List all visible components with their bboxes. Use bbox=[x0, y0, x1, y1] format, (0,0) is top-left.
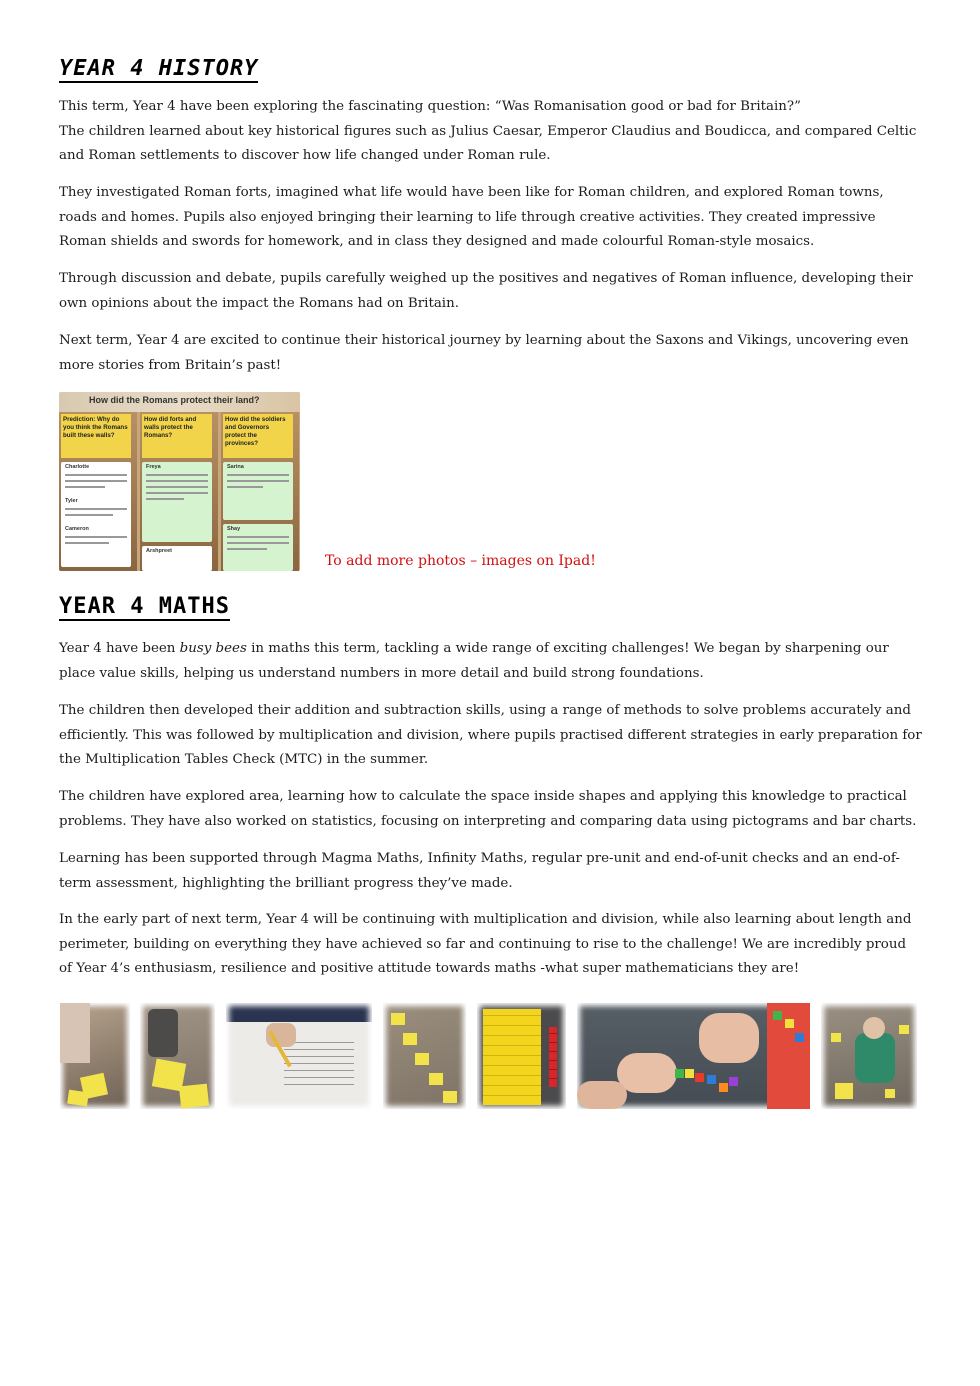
padlet-title: How did the Romans protect their land? bbox=[89, 395, 260, 405]
padlet-card-name: Arshpreet bbox=[146, 548, 172, 554]
history-paragraph-4: Next term, Year 4 are excited to continue their historical journey by learning about the Saxons and Vikings, uncovering even more stories from Britain’s past! bbox=[59, 333, 909, 373]
padlet-card bbox=[142, 546, 212, 571]
maths-heading: YEAR 4 MATHS bbox=[59, 594, 230, 619]
history-paragraph-1 bbox=[59, 95, 923, 169]
maths-photo-6 bbox=[577, 1003, 810, 1109]
padlet-column-2 bbox=[140, 412, 218, 571]
maths-photo-3 bbox=[226, 1003, 372, 1109]
padlet-column-3 bbox=[221, 412, 299, 571]
maths-p1-start: Year 4 have been bbox=[59, 641, 180, 656]
maths-p1-end: in maths this term, tackling a wide range of exciting challenges! We began by sharpening our place value skills, helping us understand numbers in more detail and build strong foundations. bbox=[59, 641, 889, 681]
padlet-card-name: Shay bbox=[227, 526, 241, 532]
maths-paragraph-3: The children have explored area, learning how to calculate the space inside shapes and applying this knowledge to practical problems. They have also worked on statistics, focusing on interpreting and comparing data using pictograms and bar charts. bbox=[59, 789, 917, 829]
add-photos-note: To add more photos – images on Ipad! bbox=[325, 553, 596, 569]
padlet-card-name: Charlotte bbox=[65, 464, 90, 470]
history-heading: YEAR 4 HISTORY bbox=[59, 56, 259, 81]
padlet-question-1: Prediction: Why do you think the Romans built these walls? bbox=[61, 414, 131, 458]
maths-photo-1 bbox=[60, 1003, 130, 1109]
padlet-screenshot bbox=[59, 392, 300, 571]
padlet-card-name: Cameron bbox=[65, 526, 89, 532]
maths-paragraph-4: Learning has been supported through Magma Maths, Infinity Maths, regular pre-unit and end-of-unit checks and an end-of-term assessment, highlighting the brilliant progress they’ve made. bbox=[59, 851, 900, 891]
padlet-card bbox=[61, 462, 131, 567]
padlet-question-2: How did forts and walls protect the Romans? bbox=[142, 414, 212, 458]
maths-paragraph-1 bbox=[59, 637, 923, 686]
maths-photo-2 bbox=[140, 1003, 215, 1109]
maths-p1-emphasis: busy bees bbox=[179, 641, 247, 656]
padlet-card bbox=[142, 462, 212, 542]
history-paragraph-2: They investigated Roman forts, imagined what life would have been like for Roman children, and explored Roman towns, roads and homes. Pupils also enjoyed bringing their learning to life through creative activities. They created impressive Roman shields and swords for homework, and in class they designed and made colourful Roman-style mosaics. bbox=[59, 185, 884, 249]
padlet-card bbox=[223, 462, 293, 520]
history-paragraph-3: Through discussion and debate, pupils carefully weighed up the positives and negatives of Roman influence, developing their own opinions about the impact the Romans had on Britain. bbox=[59, 271, 913, 311]
padlet-banner bbox=[59, 392, 300, 412]
padlet-column-1 bbox=[59, 412, 137, 571]
history-figures-line: The children learned about key historical figures such as Julius Caesar, Emperor Claudius and Boudicca, and compared Celtic and Roman settlements to discover how life changed under Roman rule. bbox=[59, 123, 917, 163]
maths-paragraph-2: The children then developed their addition and subtraction skills, using a range of methods to solve problems accurately and efficiently. This was followed by multiplication and division, where pupils practised different strategies in early preparation for the Multiplication Tables Check (MTC) in the summer. bbox=[59, 703, 922, 767]
padlet-card-name: Freya bbox=[146, 464, 161, 470]
padlet-card-name: Tyler bbox=[65, 498, 78, 504]
maths-photo-4 bbox=[383, 1003, 466, 1109]
padlet-card bbox=[223, 524, 293, 571]
padlet-question-3: How did the soldiers and Governors protect the provinces? bbox=[223, 414, 293, 458]
history-question-line: This term, Year 4 have been exploring the fascinating question: “Was Romanisation good or bad for Britain?” bbox=[59, 99, 801, 114]
maths-photo-5 bbox=[477, 1003, 566, 1109]
maths-paragraph-5: In the early part of next term, Year 4 will be continuing with multiplication and division, while also learning about length and perimeter, building on everything they have achieved so far and continuing to rise to the challenge! We are incredibly proud of Year 4’s enthusiasm, resilience and positive attitude towards maths -what super mathematicians they are! bbox=[59, 912, 912, 976]
padlet-card-name: Sarina bbox=[227, 464, 244, 470]
maths-photo-7 bbox=[821, 1003, 917, 1109]
